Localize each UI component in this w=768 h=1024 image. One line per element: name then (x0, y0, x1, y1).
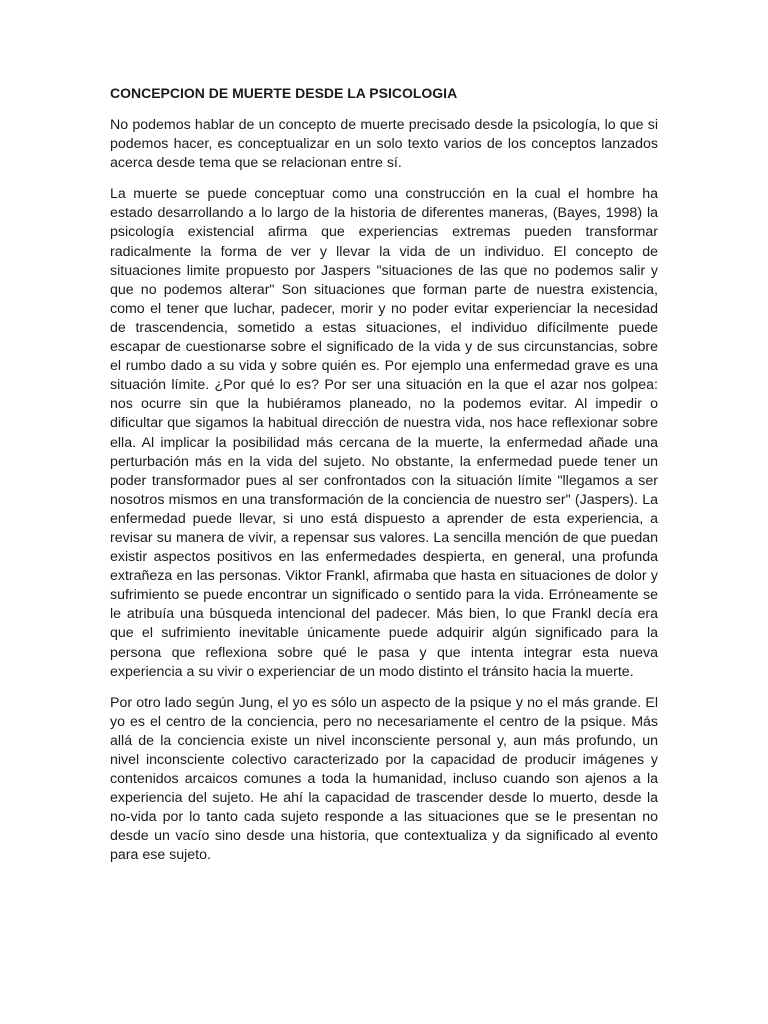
paragraph-existential: La muerte se puede conceptuar como una construcción en la cual el hombre ha estado desarrollando a lo largo de la historia de diferentes maneras, (Bayes, 1998) la psicología existencial afirma que experiencias extremas pueden transformar radicalmente la forma de ver y llevar la vida de un individuo. El concepto de situaciones limite propuesto por Jaspers "situaciones de las que no podemos salir y que no podemos alterar" Son situaciones que forman parte de nuestra existencia, como el tener que luchar, padecer, morir y no poder evitar experienciar la necesidad de trascendencia, sometido a estas situaciones, el individuo difícilmente puede escapar de cuestionarse sobre el significado de la vida y de sus circunstancias, sobre el rumbo dado a su vida y sobre quién es. Por ejemplo una enfermedad grave es una situación límite. ¿Por qué lo es? Por ser una situación en la que el azar nos golpea: nos ocurre sin que la hubiéramos planeado, no la podemos evitar. Al impedir o dificultar que sigamos la habitual dirección de nuestra vida, nos hace reflexionar sobre ella. Al implicar la posibilidad más cercana de la muerte, la enfermedad añade una perturbación más en la vida del sujeto. No obstante, la enfermedad puede tener un poder transformador pues al ser confrontados con la situación límite "llegamos a ser nosotros mismos en una transformación de la conciencia de nuestro ser" (Jaspers). La enfermedad puede llevar, si uno está dispuesto a aprender de esta experiencia, a revisar su manera de vivir, a repensar sus valores. La sencilla mención de que puedan existir aspectos positivos en las enfermedades despierta, en general, una profunda extrañeza en las personas. Viktor Frankl, afirmaba que hasta en situaciones de dolor y sufrimiento se puede encontrar un significado o sentido para la vida. Erróneamente se le atribuía una búsqueda intencional del padecer. Más bien, lo que Frankl decía era que el sufrimiento inevitable únicamente puede adquirir algún significado para la persona que reflexiona sobre qué le pasa y que intenta integrar esta nueva experiencia a su vivir o experienciar de un modo distinto el tránsito hacia la muerte. (110, 186, 658, 680)
document-page (110, 84, 658, 878)
paragraph-jung: Por otro lado según Jung, el yo es sólo un aspecto de la psique y no el más grande. El yo es el centro de la conciencia, pero no necesariamente el centro de la psique. Más allá de la conciencia existe un nivel inconsciente personal y, aun más profundo, un nivel inconsciente colectivo caracterizado por la capacidad de producir imágenes y contenidos arcaicos comunes a toda la humanidad, incluso cuando son ajenos a la experiencia del sujeto. He ahí la capacidad de trascender desde lo muerto, desde la no-vida por lo tanto cada sujeto responde a las situaciones que se le presentan no desde un vacío sino desde una historia, que contextualiza y da significado al evento para ese sujeto. (110, 694, 658, 864)
document-title: CONCEPCION DE MUERTE DESDE LA PSICOLOGIA (110, 85, 458, 101)
paragraph-intro: No podemos hablar de un concepto de muerte precisado desde la psicología, lo que si podemos hacer, es conceptualizar en un solo texto varios de los conceptos lanzados acerca desde tema que se relacionan entre sí. (110, 117, 658, 172)
